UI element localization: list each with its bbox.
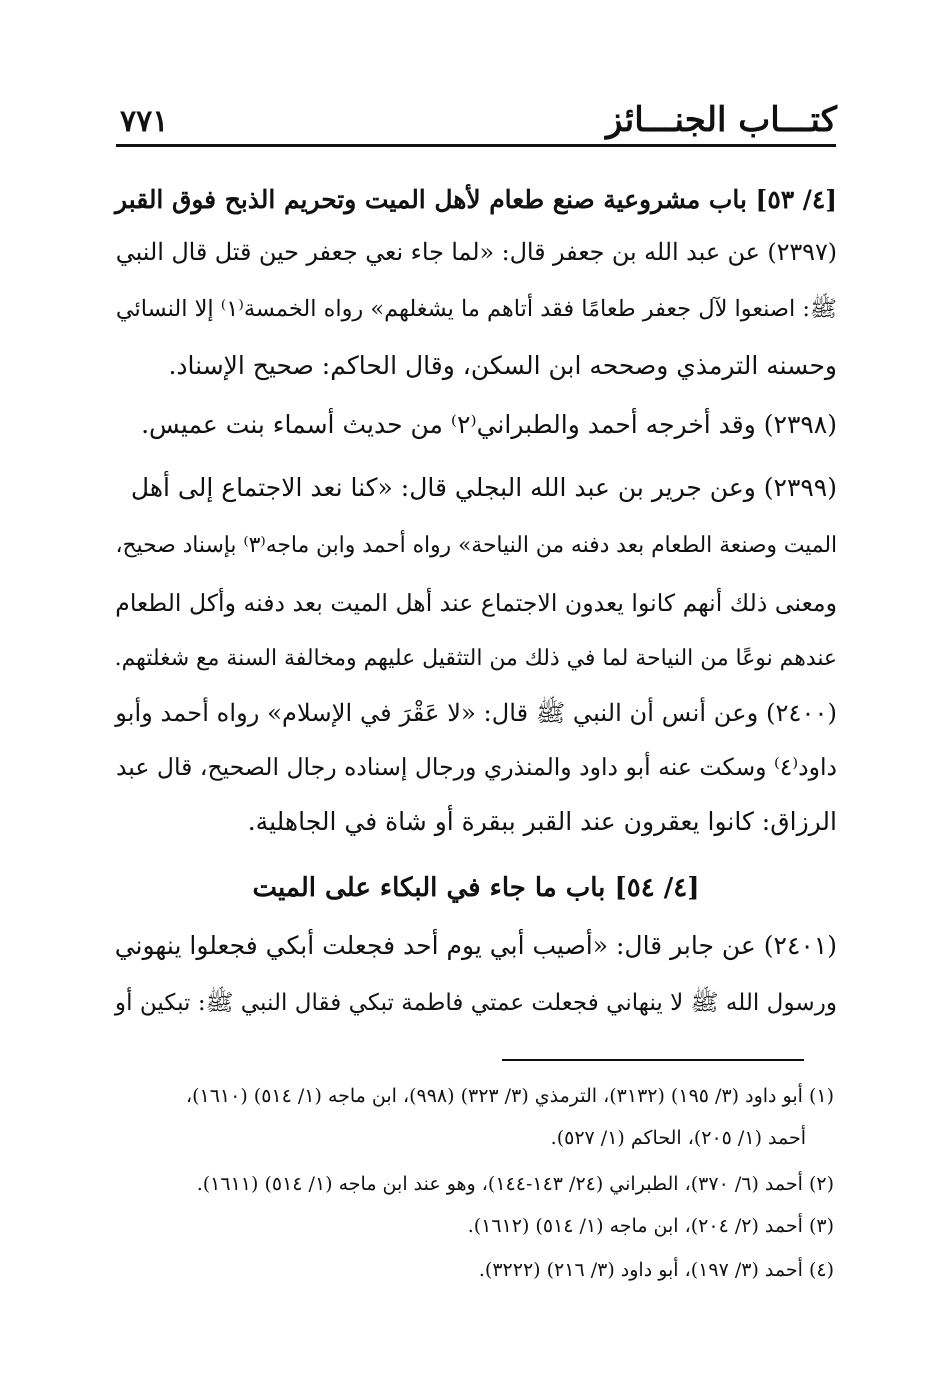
footnote-2: (٢) أحمد (٦/ ٣٧٠)، الطبراني (٢٤/ ١٤٣-١٤٤)، وهو عند ابن ماجه (١/ ٥١٤) (١٦١١).: [196, 1173, 834, 1195]
footnote-1-line-1: (١) أبو داود (٣/ ١٩٥) (٣١٣٢)، الترمذي (٣/ ٣٢٣) (٩٩٨)، ابن ماجه (١/ ٥١٤) (١٦١٠)،: [185, 1085, 834, 1107]
footnote-4: (٤) أحمد (٣/ ١٩٧)، أبو داود (٣/ ٢١٦) (٣٢٢٢).: [478, 1259, 834, 1281]
footnote-rule: [502, 1059, 804, 1061]
hadith-2400-line-3: الرزاق: كانوا يعقرون عند القبر ببقرة أو شاة في الجاهلية.: [247, 807, 837, 836]
chapter-heading-54: [٤/ ٥٤] باب ما جاء في البكاء على الميت: [252, 873, 700, 903]
hadith-2399-line-1: (٢٣٩٩) وعن جرير بن عبد الله البجلي قال: «كنا نعد الاجتماع إلى أهل: [130, 473, 837, 502]
hadith-2400-line-2: داود⁽٤⁾ وسكت عنه أبو داود والمنذري ورجال إسناده رجال الصحيح، قال عبد: [115, 753, 837, 781]
footnote-3: (٣) أحمد (٢/ ٢٠٤)، ابن ماجه (١/ ٥١٤) (١٦١٢).: [467, 1215, 834, 1237]
running-title: كتـــاب الجنـــائز: [605, 100, 837, 140]
hadith-2398-line-1: (٢٣٩٨) وقد أخرجه أحمد والطبراني⁽٢⁾ من حديث أسماء بنت عميس.: [141, 410, 837, 439]
hadith-2399-line-2: الميت وصنعة الطعام بعد دفنه من النياحة» رواه أحمد وابن ماجه⁽٣⁾ بإسناد صحيح،: [115, 533, 837, 558]
page-number: ٧٧١: [120, 104, 169, 139]
hadith-2397-line-3: وحسنه الترمذي وصححه ابن السكن، وقال الحاكم: صحيح الإسناد.: [168, 351, 837, 380]
hadith-2401-line-2: ورسول الله ﷺ لا ينهاني فجعلت عمتي فاطمة تبكي فقال النبي ﷺ: تبكين أو: [114, 990, 837, 1016]
hadith-2401-line-1: (٢٤٠١) عن جابر قال: «أصيب أبي يوم أحد فجعلت أبكي فجعلوا ينهوني: [114, 931, 837, 960]
chapter-heading-53: [٤/ ٥٣] باب مشروعية صنع طعام لأهل الميت وتحريم الذبح فوق القبر: [115, 185, 837, 214]
header-rule: [116, 144, 836, 147]
hadith-2400-line-1: (٢٤٠٠) وعن أنس أن النبي ﷺ قال: «لا عَقْرَ في الإسلام» رواه أحمد وأبو: [115, 699, 837, 727]
hadith-2397-line-1: (٢٣٩٧) عن عبد الله بن جعفر قال: «لما جاء نعي جعفر حين قتل قال النبي: [115, 238, 837, 266]
hadith-2399-line-3: ومعنى ذلك أنهم كانوا يعدون الاجتماع عند أهل الميت بعد دفنه وأكل الطعام: [115, 589, 837, 617]
hadith-2399-line-4: عندهم نوعًا من النياحة لما في ذلك من التثقيل عليهم ومخالفة السنة مع شغلتهم.: [114, 646, 837, 671]
footnote-1-line-2: أحمد (١/ ٢٠٥)، الحاكم (١/ ٥٢٧).: [550, 1127, 806, 1149]
hadith-2397-line-2: ﷺ: اصنعوا لآل جعفر طعامًا فقد أتاهم ما يشغلهم» رواه الخمسة⁽١⁾ إلا النسائي: [115, 296, 837, 322]
